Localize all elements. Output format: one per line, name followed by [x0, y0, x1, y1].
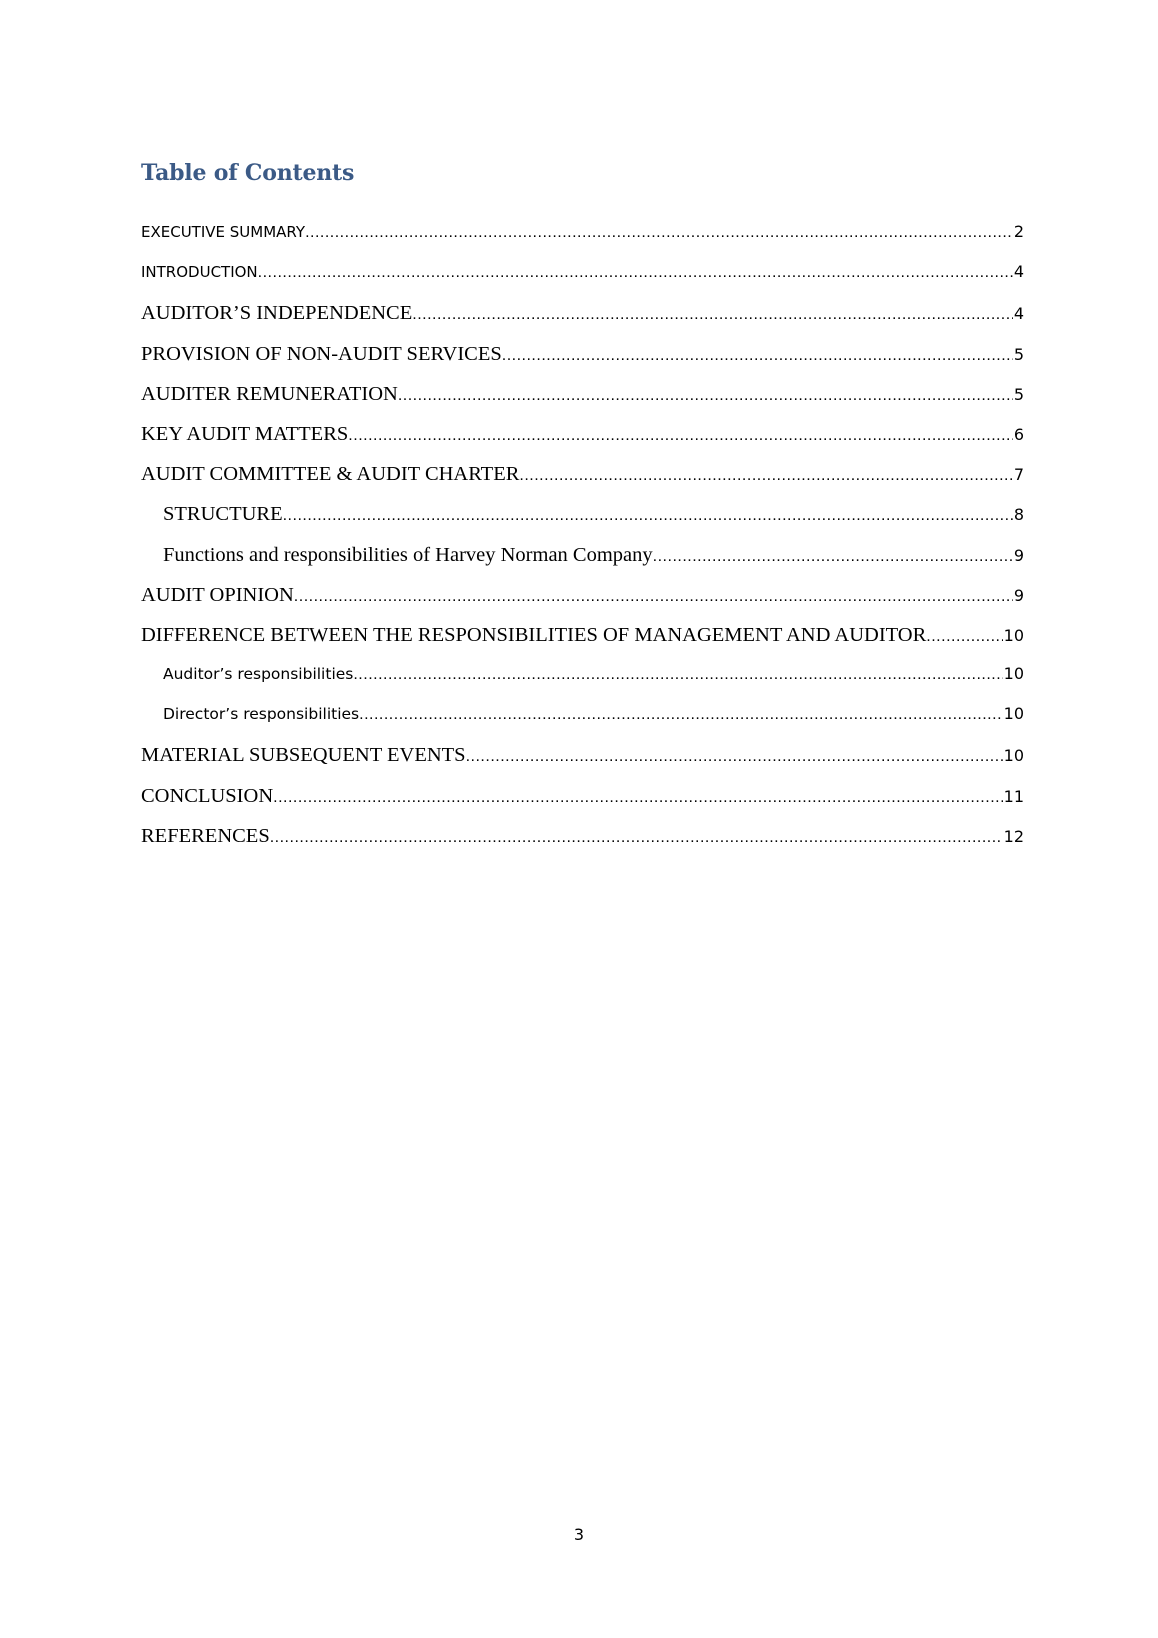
toc-entry-page: 5 [1013, 344, 1024, 364]
toc-entry-page: 12 [1003, 826, 1024, 846]
toc-entry-page: 10 [1003, 704, 1024, 724]
toc-entry-audit-opinion[interactable] [141, 584, 1024, 624]
toc-entry-references[interactable] [141, 825, 1024, 865]
toc-title: Table of Contents [141, 160, 355, 186]
toc-entry-label: Director’s responsibilities [163, 705, 360, 724]
toc-entry-auditer-remuneration[interactable] [141, 383, 1024, 423]
toc-entry-auditors-responsibilities[interactable] [141, 664, 1024, 704]
toc-dot-leader [270, 829, 1003, 847]
toc-dot-leader [294, 588, 1013, 606]
toc-entry-page: 11 [1003, 786, 1024, 806]
toc-entry-page: 9 [1013, 585, 1024, 605]
toc-entry-difference-between-responsibilities[interactable] [141, 624, 1024, 664]
toc-dot-leader [926, 628, 1002, 646]
toc-entry-label: DIFFERENCE BETWEEN THE RESPONSIBILITIES OF MANAGEMENT AND AUDITOR [141, 623, 927, 646]
toc-entry-page: 5 [1013, 384, 1024, 404]
toc-entry-page: 10 [1003, 625, 1024, 645]
toc-entry-page: 4 [1013, 262, 1024, 282]
toc-entry-label: REFERENCES [141, 824, 270, 847]
toc-dot-leader [653, 548, 1013, 566]
toc-dot-leader [412, 306, 1013, 324]
toc-entry-page: 9 [1013, 545, 1024, 565]
toc-dot-leader [273, 789, 1003, 807]
toc-dot-leader [305, 224, 1013, 242]
toc-entry-directors-responsibilities[interactable] [141, 704, 1024, 744]
toc-dot-leader [283, 507, 1013, 525]
toc-dot-leader [258, 264, 1013, 282]
toc-entry-key-audit-matters[interactable] [141, 423, 1024, 463]
toc-dot-leader [519, 467, 1012, 485]
toc-entry-label: PROVISION OF NON-AUDIT SERVICES [141, 342, 502, 365]
toc-entry-page: 10 [1003, 664, 1024, 684]
toc-entry-label: EXECUTIVE SUMMARY [141, 223, 306, 241]
toc-entry-label: STRUCTURE [163, 503, 283, 526]
toc-entry-label: Functions and responsibilities of Harvey Norman Company [163, 543, 653, 566]
toc-entry-functions-and-responsibilities[interactable] [141, 544, 1024, 584]
toc-list [141, 222, 1024, 865]
page-number: 3 [573, 1525, 585, 1544]
toc-entry-page: 4 [1013, 304, 1024, 324]
toc-entry-label: AUDIT COMMITTEE & AUDIT CHARTER [141, 463, 520, 486]
toc-entry-page: 6 [1013, 424, 1024, 444]
toc-entry-audit-committee[interactable] [141, 463, 1024, 503]
toc-entry-label: MATERIAL SUBSEQUENT EVENTS [141, 744, 466, 767]
toc-dot-leader [398, 387, 1013, 405]
toc-entry-label: AUDITOR’S INDEPENDENCE [141, 302, 413, 325]
toc-entry-label: INTRODUCTION [141, 263, 258, 282]
toc-entry-label: KEY AUDIT MATTERS [141, 422, 349, 445]
toc-dot-leader [353, 666, 1002, 684]
toc-entry-page: 7 [1013, 465, 1024, 485]
toc-entry-provision-of-non-audit-services[interactable] [141, 343, 1024, 383]
toc-entry-page: 10 [1003, 746, 1024, 766]
toc-entry-label: AUDITER REMUNERATION [141, 382, 398, 405]
toc-entry-auditors-independence[interactable] [141, 302, 1024, 342]
toc-entry-label: Auditor’s responsibilities [163, 665, 354, 684]
toc-dot-leader [348, 427, 1013, 445]
toc-entry-page: 8 [1013, 505, 1024, 525]
toc-entry-label: AUDIT OPINION [141, 583, 294, 606]
toc-dot-leader [502, 347, 1013, 365]
toc-entry-label: CONCLUSION [141, 784, 274, 807]
toc-entry-executive-summary[interactable] [141, 222, 1024, 262]
toc-entry-page: 2 [1013, 222, 1024, 241]
toc-entry-introduction[interactable] [141, 262, 1024, 302]
toc-dot-leader [359, 706, 1003, 724]
toc-dot-leader [466, 748, 1003, 766]
toc-entry-structure[interactable] [141, 503, 1024, 543]
toc-entry-material-subsequent-events[interactable] [141, 744, 1024, 784]
toc-entry-conclusion[interactable] [141, 785, 1024, 825]
